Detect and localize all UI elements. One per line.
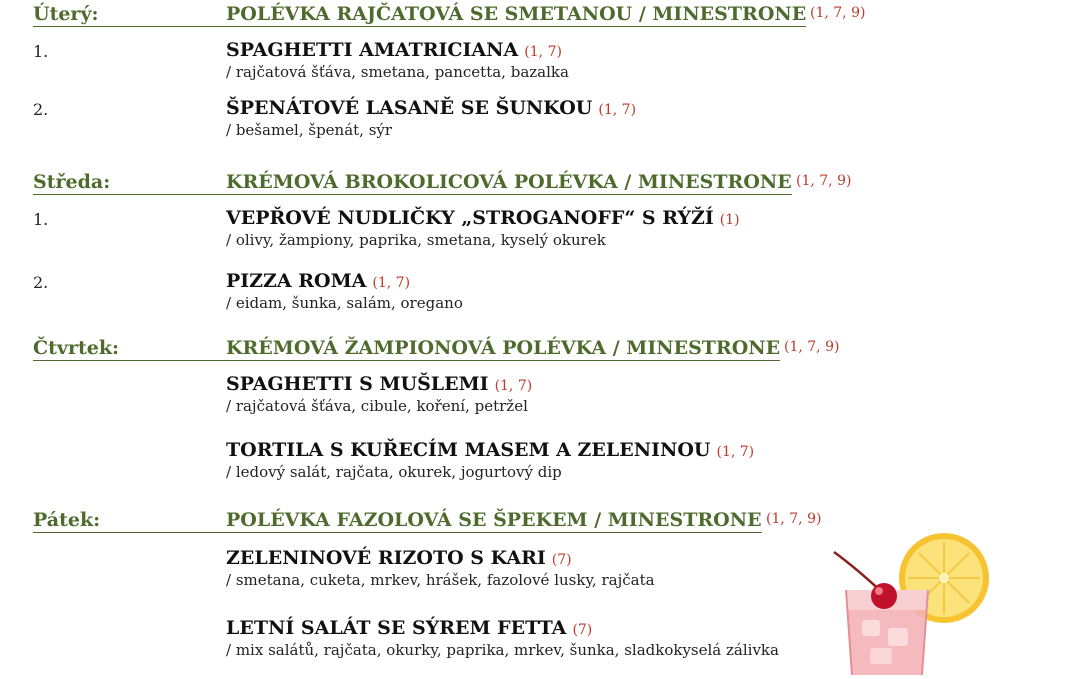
dish-name: PIZZA ROMA [226, 270, 367, 292]
dish-item [0, 372, 1080, 422]
dish-number: 1. [33, 210, 49, 229]
dish-title [226, 372, 532, 398]
day-header-thursday [0, 336, 1080, 362]
dish-description: / rajčatová šťáva, cibule, koření, petržel [226, 397, 528, 415]
soup-title: KRÉMOVÁ BROKOLICOVÁ POLÉVKA / MINESTRONE [226, 171, 792, 193]
dish-item [0, 206, 1080, 256]
dish-item [0, 438, 1080, 488]
dish-number: 2. [33, 100, 49, 119]
cocktail-icon [826, 528, 996, 675]
dish-description: / mix salátů, rajčata, okurky, paprika, mrkev, šunka, sladkokyselá zálivka [226, 641, 779, 659]
dish-item [0, 96, 1080, 146]
dish-title [226, 206, 740, 232]
dish-title [226, 269, 410, 295]
day-header-tuesday [0, 2, 1080, 28]
dish-name: ZELENINOVÉ RIZOTO S KARI [226, 547, 546, 569]
dish-name: SPAGHETTI AMATRICIANA [226, 39, 519, 61]
dish-description: / eidam, šunka, salám, oregano [226, 294, 463, 312]
dish-name: LETNÍ SALÁT SE SÝREM FETTA [226, 617, 567, 639]
dish-allergens: (1, 7) [372, 275, 411, 291]
dish-title [226, 96, 636, 122]
cocktail-image [826, 528, 996, 675]
soup-allergens: (1, 7, 9) [784, 339, 840, 355]
dish-title [226, 616, 592, 642]
dish-allergens: (1, 7) [494, 378, 533, 394]
day-name: Úterý: [33, 2, 226, 27]
dish-name: VEPŘOVÉ NUDLIČKY „STROGANOFF“ S RÝŽÍ [226, 207, 714, 229]
dish-title [226, 38, 562, 64]
dish-title [226, 438, 754, 464]
dish-allergens: (1, 7) [524, 44, 562, 60]
soup-allergens: (1, 7, 9) [796, 173, 852, 189]
soup-title: POLÉVKA RAJČATOVÁ SE SMETANOU / MINESTRONE [226, 3, 807, 25]
dish-allergens: (7) [551, 552, 572, 568]
dish-description: / rajčatová šťáva, smetana, pancetta, bazalka [226, 63, 569, 81]
dish-allergens: (1) [719, 212, 740, 228]
dish-allergens: (1, 7) [716, 444, 755, 460]
dish-name: ŠPENÁTOVÉ LASANĚ SE ŠUNKOU [226, 97, 593, 119]
dish-description: / olivy, žampiony, paprika, smetana, kyselý okurek [226, 231, 606, 249]
dish-number: 2. [33, 273, 49, 292]
soup-allergens: (1, 7, 9) [810, 5, 866, 21]
day-name: Čtvrtek: [33, 336, 226, 361]
dish-number: 1. [33, 42, 49, 61]
dish-description: / ledový salát, rajčata, okurek, jogurtový dip [226, 463, 562, 481]
dish-name: TORTILA S KUŘECÍM MASEM A ZELENINOU [226, 439, 711, 461]
dish-description: / smetana, cuketa, mrkev, hrášek, fazolové lusky, rajčata [226, 571, 655, 589]
dish-allergens: (7) [572, 622, 593, 638]
soup-title: KRÉMOVÁ ŽAMPIONOVÁ POLÉVKA / MINESTRONE [226, 337, 781, 359]
day-header-wednesday [0, 170, 1080, 196]
day-name: Pátek: [33, 508, 226, 533]
day-name: Středa: [33, 170, 226, 195]
soup-title: POLÉVKA FAZOLOVÁ SE ŠPEKEM / MINESTRONE [226, 509, 762, 531]
soup-allergens: (1, 7, 9) [766, 511, 822, 527]
dish-item [0, 269, 1080, 319]
dish-title [226, 546, 572, 572]
dish-description: / bešamel, špenát, sýr [226, 121, 393, 139]
dish-allergens: (1, 7) [598, 102, 637, 118]
dish-name: SPAGHETTI S MUŠLEMI [226, 373, 489, 395]
dish-item [0, 38, 1080, 88]
